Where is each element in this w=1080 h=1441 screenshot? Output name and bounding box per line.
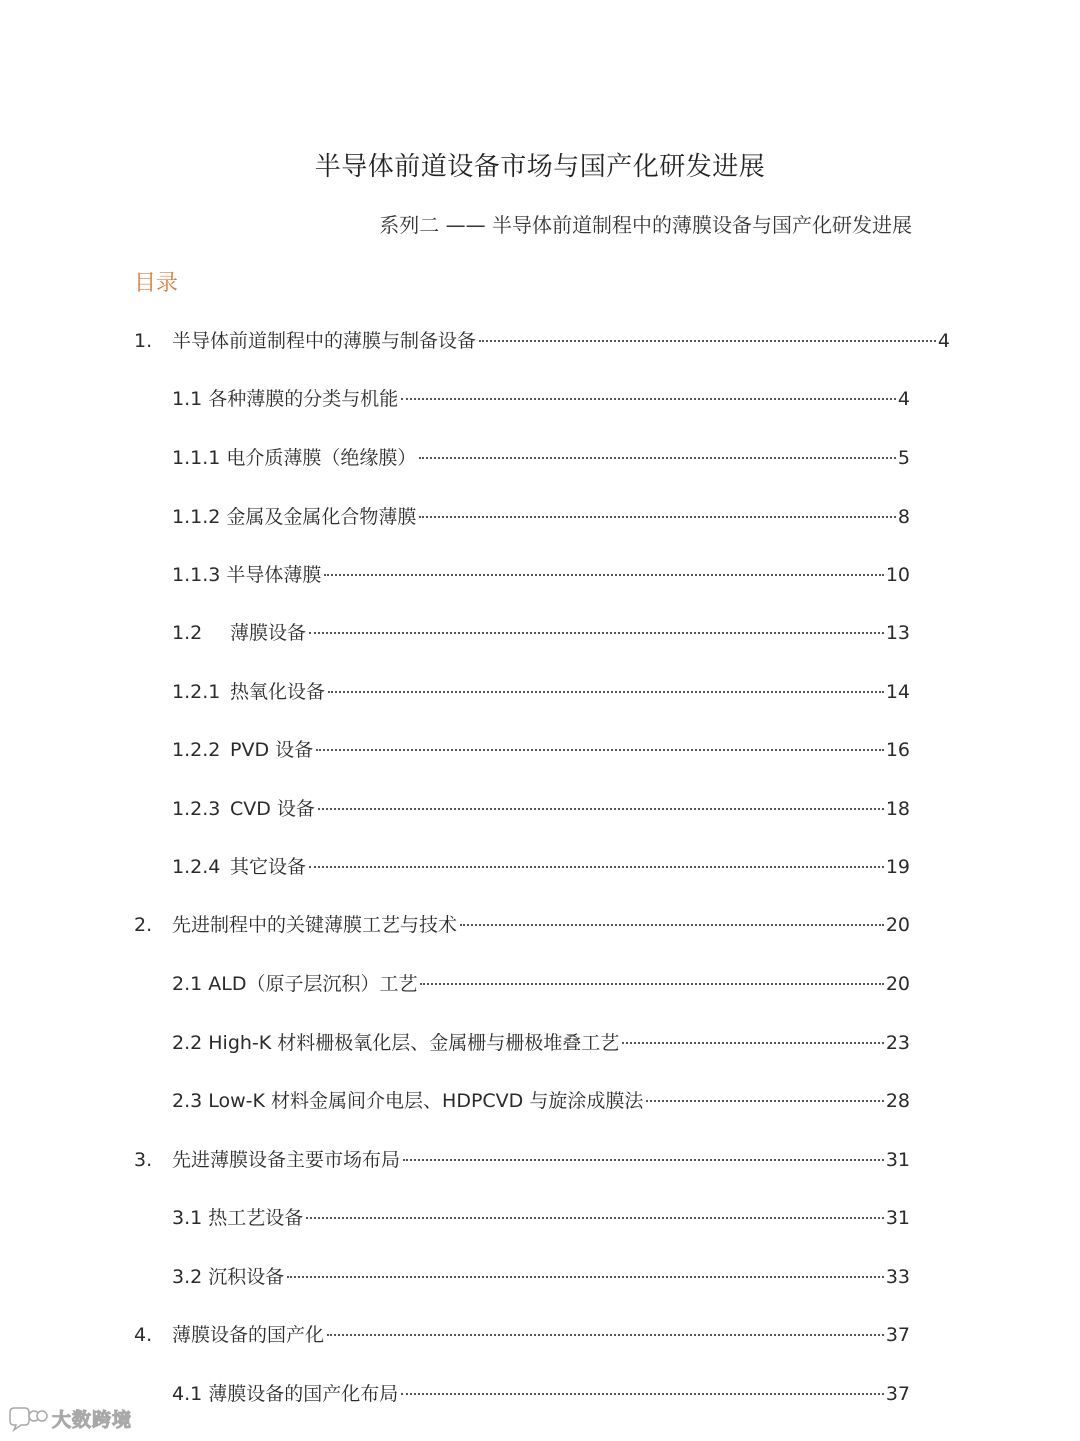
toc-entry[interactable] [134,1147,910,1173]
toc-leader-dots [328,691,884,693]
toc-entry-page: 18 [885,798,910,820]
toc-entry-page: 4 [937,330,950,352]
toc-entry-page: 31 [885,1149,910,1171]
toc-entry[interactable] [172,679,910,705]
toc-entry-page: 33 [885,1266,910,1288]
toc-entry[interactable] [172,504,910,530]
toc-entry[interactable] [172,620,910,646]
toc-entry-page: 4 [897,388,910,410]
toc-leader-dots [306,1217,884,1219]
document-title: 半导体前道设备市场与国产化研发进展 [314,152,766,182]
toc-entry-number: 1. [134,330,153,352]
toc-entry-page: 31 [885,1207,910,1229]
toc-entry-page: 28 [885,1090,910,1112]
toc-leader-dots [622,1042,884,1044]
toc-entry-number: 3. [134,1149,153,1171]
toc-leader-dots [646,1100,883,1102]
toc-entry-page: 37 [885,1383,910,1405]
toc-entry-label: 4.1 薄膜设备的国产化布局 [172,1383,399,1405]
toc-entry-label: 2.2 High-K 材料栅极氧化层、金属栅与栅极堆叠工艺 [172,1032,620,1054]
toc-leader-dots [327,1334,884,1336]
toc-entry[interactable] [172,562,910,588]
toc-entry-page: 37 [885,1324,910,1346]
toc-heading: 目录 [134,271,179,296]
toc-entry-page: 19 [885,856,910,878]
watermark-text: 大数跨境 [52,1408,133,1431]
toc-entry-number: 1.2.1 [172,681,221,703]
toc-entry[interactable] [172,796,910,822]
toc-entry-number: 1.2.4 [172,856,221,878]
document-subtitle: 系列二 —— 半导体前道制程中的薄膜设备与国产化研发进展 [379,213,912,237]
toc-entry[interactable] [172,445,910,471]
toc-entry-label: CVD 设备 [230,798,315,820]
toc-entry[interactable] [134,1322,910,1348]
toc-entry-label: 2.1 ALD（原子层沉积）工艺 [172,973,418,995]
toc-entry-label: 1.1.3 半导体薄膜 [172,564,322,586]
toc-leader-dots [287,1276,884,1278]
toc-leader-dots [460,924,884,926]
toc-entry[interactable] [172,1205,910,1231]
toc-entry-label: 热氧化设备 [230,681,326,703]
toc-entry-number: 1.2.3 [172,798,221,820]
toc-leader-dots [420,983,883,985]
toc-entry-page: 8 [897,506,910,528]
toc-entry[interactable] [172,737,910,763]
toc-entry-page: 23 [885,1032,910,1054]
chat-bubble-icon [8,1404,48,1432]
toc-entry[interactable] [172,1088,910,1114]
toc-entry[interactable] [172,971,910,997]
toc-entry[interactable] [172,854,910,880]
toc-entry-page: 16 [885,739,910,761]
toc-leader-dots [309,632,884,634]
toc-entry-page: 14 [885,681,910,703]
toc-entry-number: 1.2 [172,622,203,644]
toc-entry-label: PVD 设备 [230,739,314,761]
toc-leader-dots [419,457,896,459]
toc-entry-label: 1.1 各种薄膜的分类与机能 [172,388,399,410]
toc-entry-label: 1.1.1 电介质薄膜（绝缘膜） [172,447,417,469]
toc-leader-dots [316,749,884,751]
toc-leader-dots [324,574,883,576]
toc-entry-label: 半导体前道制程中的薄膜与制备设备 [172,330,477,352]
toc-leader-dots [401,398,896,400]
toc-entry[interactable] [172,1030,910,1056]
toc-leader-dots [419,516,896,518]
toc-entry-number: 2. [134,914,153,936]
toc-entry-label: 3.1 热工艺设备 [172,1207,304,1229]
toc-entry-label: 薄膜设备 [230,622,307,644]
toc-entry-number: 4. [134,1324,153,1346]
toc-leader-dots [318,808,884,810]
watermark [8,1404,132,1432]
toc-entry-page: 5 [897,447,910,469]
toc-leader-dots [479,340,936,342]
toc-entry[interactable] [172,1264,910,1290]
toc-entry-page: 20 [885,973,910,995]
toc-entry[interactable] [134,912,910,938]
toc-entry-label: 薄膜设备的国产化 [172,1324,325,1346]
toc-entry-label: 1.1.2 金属及金属化合物薄膜 [172,506,417,528]
toc-entry-number: 1.2.2 [172,739,221,761]
toc-entry[interactable] [172,1381,910,1407]
toc-entry-page: 10 [885,564,910,586]
toc-entry-label: 3.2 沉积设备 [172,1266,285,1288]
toc-entry-label: 2.3 Low-K 材料金属间介电层、HDPCVD 与旋涂成膜法 [172,1090,644,1112]
toc-entry-page: 13 [885,622,910,644]
toc-entry-label: 先进薄膜设备主要市场布局 [172,1149,401,1171]
toc-leader-dots [309,866,884,868]
toc-entry-label: 先进制程中的关键薄膜工艺与技术 [172,914,458,936]
toc-leader-dots [403,1159,884,1161]
toc-entry[interactable] [134,328,950,354]
toc-entry-label: 其它设备 [230,856,307,878]
toc-entry-page: 20 [885,914,910,936]
toc-entry[interactable] [172,386,910,412]
toc-leader-dots [401,1393,884,1395]
